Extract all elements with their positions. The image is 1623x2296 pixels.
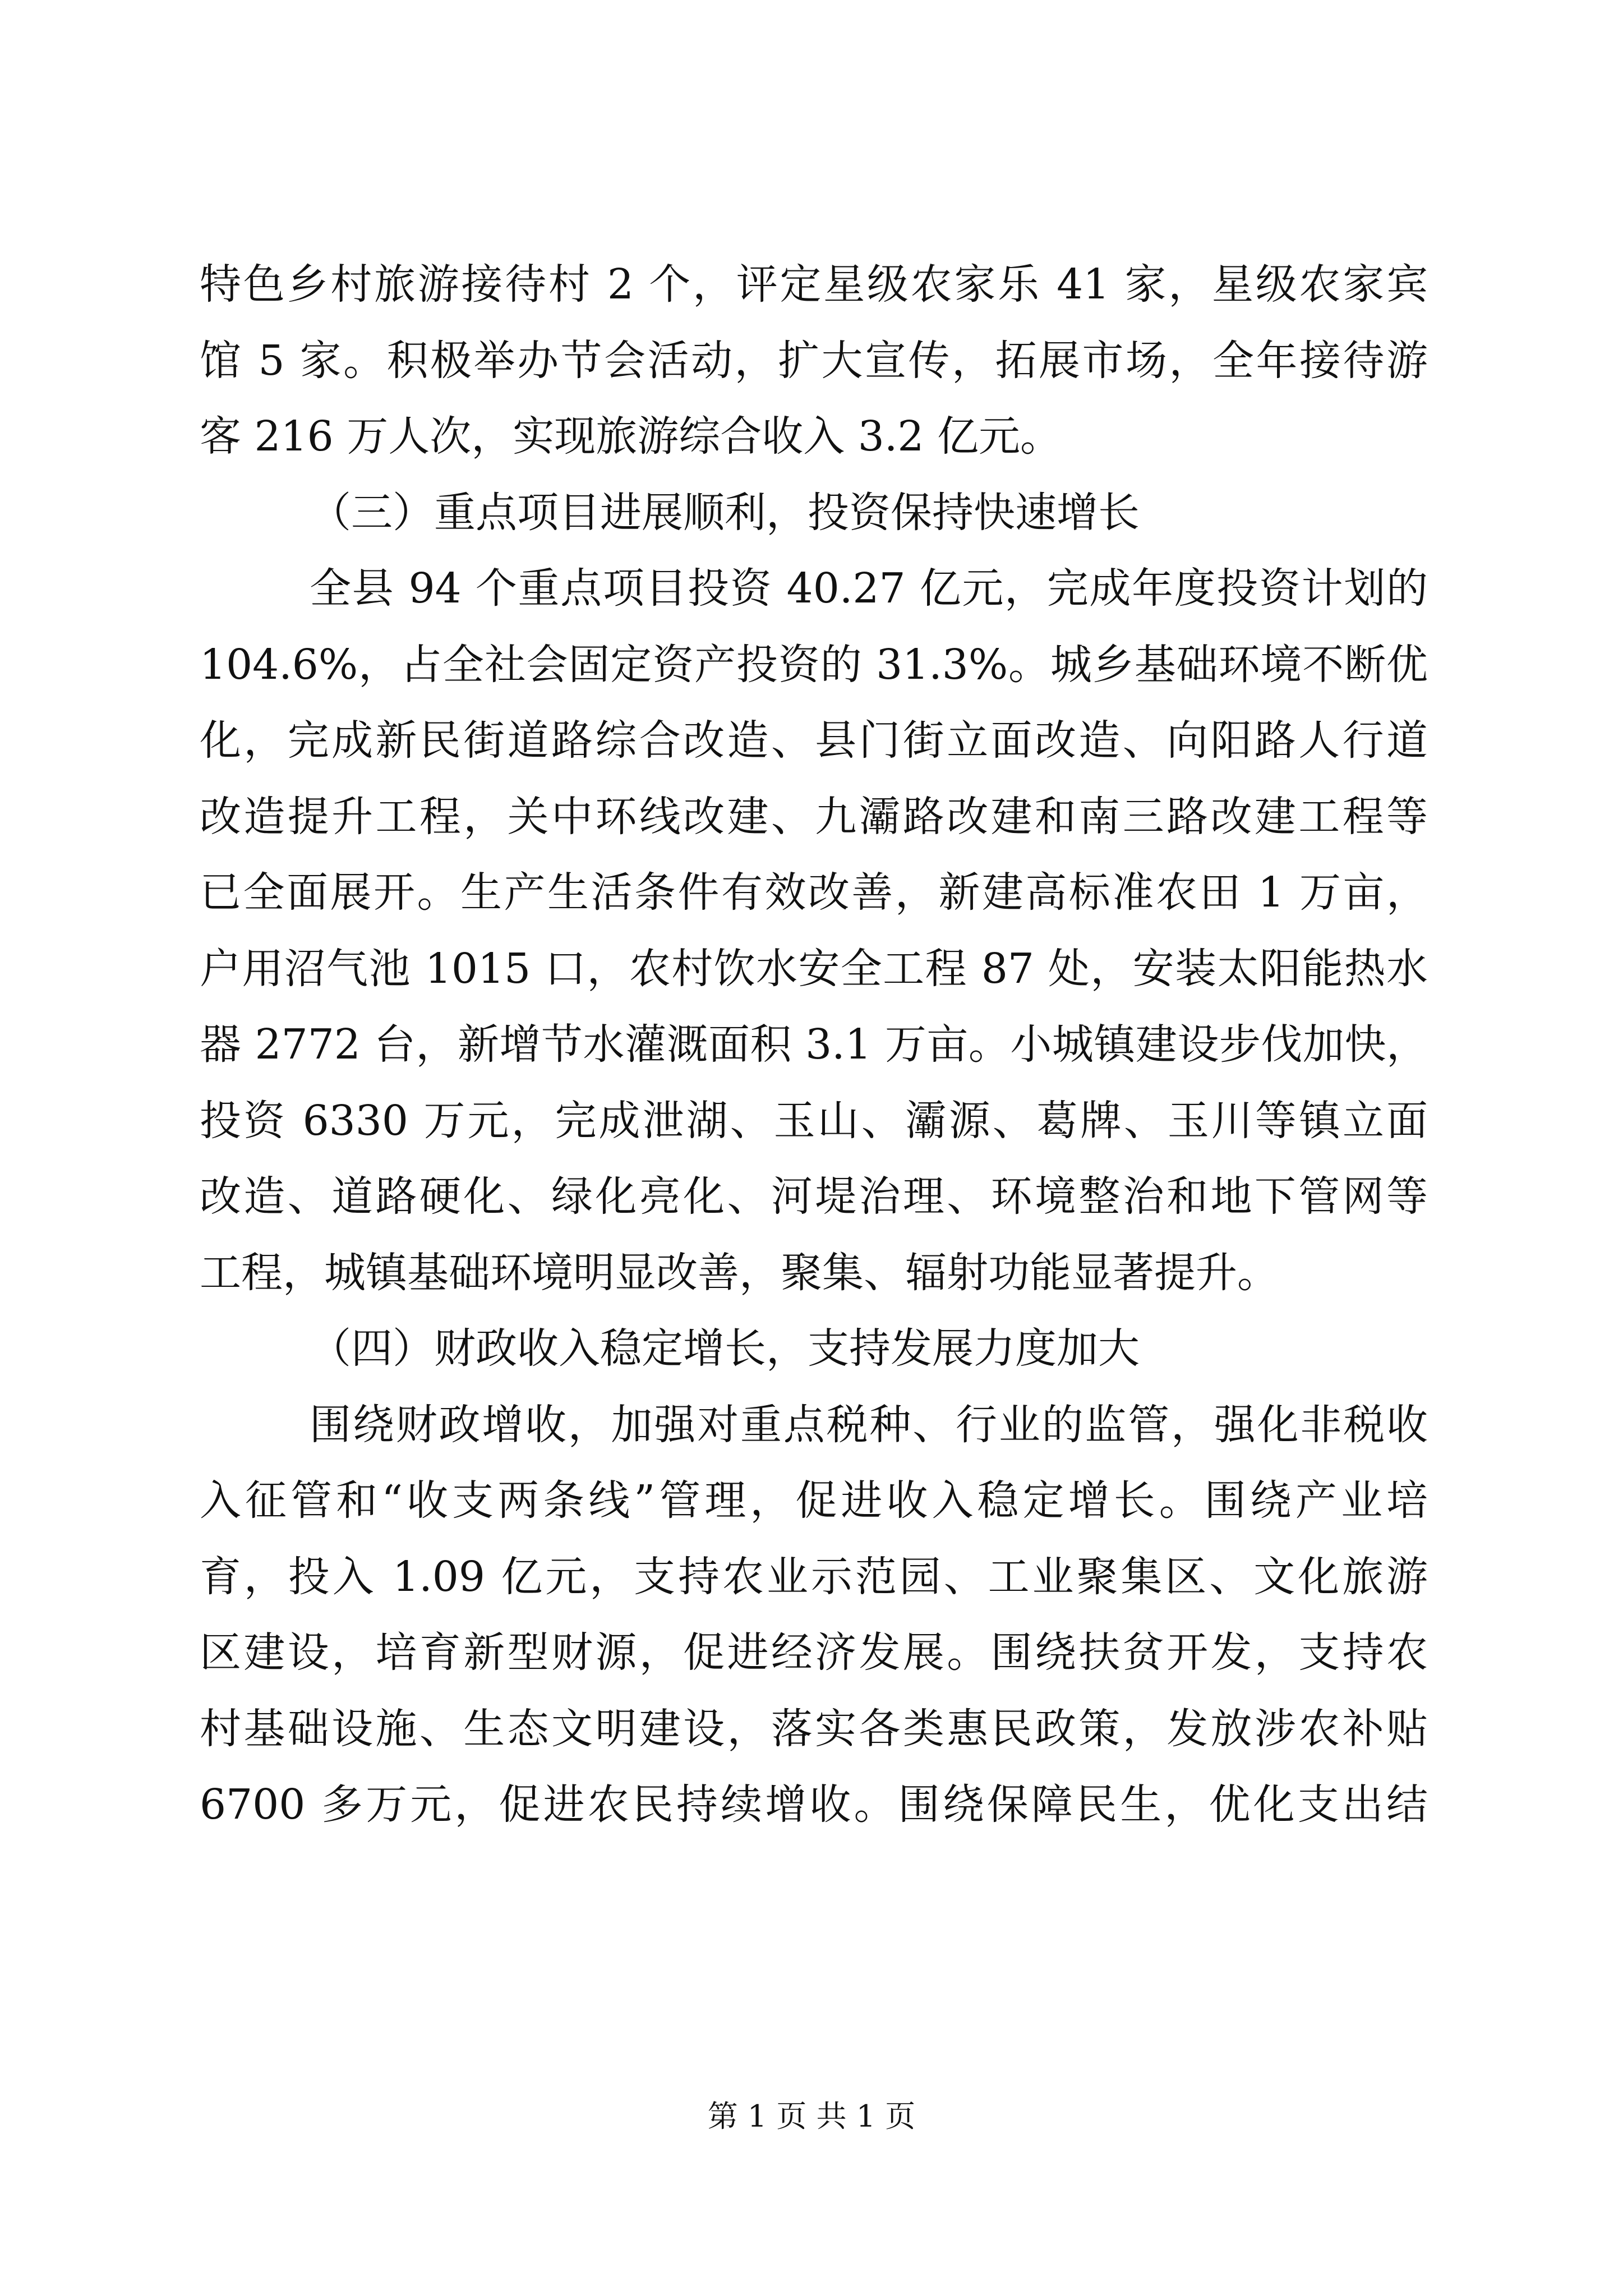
- text-line: 6700 多万元，促进农民持续增收。围绕保障民生，优化支出结: [200, 1780, 1428, 1829]
- heading-text: （四）财政收入稳定增长，支持发展力度加大: [310, 1324, 1140, 1373]
- text-line: 104.6%，占全社会固定资产投资的 31.3%。城乡基础环境不断优: [200, 640, 1428, 689]
- paragraph-tourism: [200, 247, 1428, 475]
- paragraph-key-projects: [200, 551, 1428, 1311]
- text-line: 入征管和“收支两条线”管理，促进收入稳定增长。围绕产业培: [200, 1476, 1428, 1525]
- text-line: 村基础设施、生态文明建设，落实各类惠民政策，发放涉农补贴: [200, 1704, 1428, 1753]
- text-line: 馆 5 家。积极举办节会活动，扩大宣传，拓展市场，全年接待游: [200, 336, 1428, 385]
- paragraph-finance: [200, 1387, 1428, 1843]
- section-heading-key-projects: [200, 475, 1428, 551]
- text-line: 改造、道路硬化、绿化亮化、河堤治理、环境整治和地下管网等: [200, 1172, 1428, 1221]
- text-line: 化，完成新民街道路综合改造、县门街立面改造、向阳路人行道: [200, 716, 1428, 765]
- text-line: 投资 6330 万元，完成泄湖、玉山、灞源、葛牌、玉川等镇立面: [200, 1096, 1428, 1145]
- page-footer: [0, 2097, 1623, 2136]
- text-line: 已全面展开。生产生活条件有效改善，新建高标准农田 1 万亩，: [200, 868, 1428, 917]
- text-line: 围绕财政增收，加强对重点税种、行业的监管，强化非税收: [310, 1400, 1428, 1449]
- text-line: 工程，城镇基础环境明显改善，聚集、辐射功能显著提升。: [200, 1248, 1279, 1297]
- text-line: 区建设，培育新型财源，促进经济发展。围绕扶贫开发，支持农: [200, 1628, 1428, 1677]
- text-line: 户用沼气池 1015 口，农村饮水安全工程 87 处，安装太阳能热水: [200, 944, 1428, 993]
- text-line: 特色乡村旅游接待村 2 个，评定星级农家乐 41 家，星级农家宾: [200, 260, 1428, 309]
- text-line: 客 216 万人次，实现旅游综合收入 3.2 亿元。: [200, 412, 1062, 461]
- text-line: 改造提升工程，关中环线改建、九灞路改建和南三路改建工程等: [200, 792, 1428, 841]
- text-line: 全县 94 个重点项目投资 40.27 亿元，完成年度投资计划的: [310, 564, 1428, 613]
- page-number-label: 第 1 页 共 1 页: [707, 2099, 916, 2134]
- heading-text: （三）重点项目进展顺利，投资保持快速增长: [310, 488, 1140, 537]
- text-line: 育，投入 1.09 亿元，支持农业示范园、工业聚集区、文化旅游: [200, 1552, 1428, 1601]
- section-heading-finance: [200, 1311, 1428, 1387]
- text-line: 器 2772 台，新增节水灌溉面积 3.1 万亩。小城镇建设步伐加快，: [200, 1020, 1428, 1069]
- document-body: [200, 247, 1428, 1843]
